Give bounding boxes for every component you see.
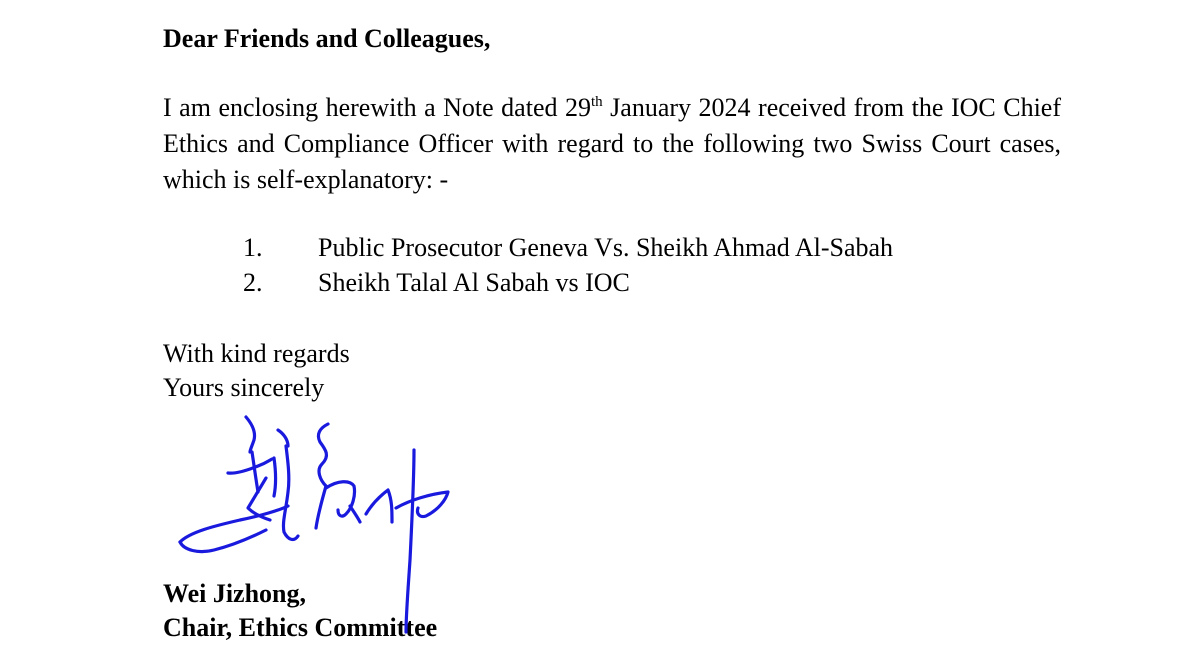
case-number: 1. <box>243 233 263 262</box>
closing <box>163 337 350 405</box>
closing-line-sincerely: Yours sincerely <box>163 373 325 402</box>
body-text-part1: I am enclosing herewith a Note dated 29 <box>163 93 591 122</box>
case-title: Sheikh Talal Al Sabah vs IOC <box>318 268 630 297</box>
ordinal-suffix: th <box>591 94 603 110</box>
body-paragraph <box>163 90 1061 198</box>
body-text-part2: January 2024 received from the IOC Chief Ethics and Compliance Officer with regard to the following two Swiss Court cases, which is self-explanatory: - <box>163 93 1061 194</box>
list-item <box>243 230 893 265</box>
handwritten-signature-icon <box>170 410 470 635</box>
signatory-title: Chair, Ethics Committee <box>163 613 438 642</box>
closing-line-regards: With kind regards <box>163 339 350 368</box>
signatory-name: Wei Jizhong, <box>163 579 307 608</box>
case-list <box>243 230 893 300</box>
case-title: Public Prosecutor Geneva Vs. Sheikh Ahmad Al-Sabah <box>318 233 894 262</box>
salutation: Dear Friends and Colleagues, <box>163 24 491 53</box>
list-item <box>243 265 893 300</box>
case-number: 2. <box>243 268 263 297</box>
